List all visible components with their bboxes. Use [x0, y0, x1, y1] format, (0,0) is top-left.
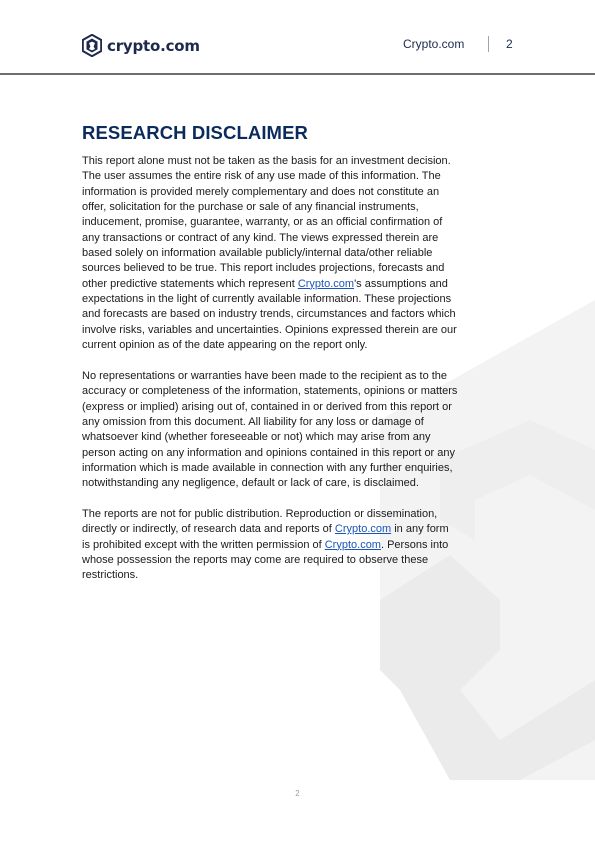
- text-segment: 's assumptions and: [354, 277, 448, 290]
- text-segment: in any form: [391, 523, 449, 536]
- text-line: person acting on any information and opinions contained in this report or any: [82, 446, 456, 459]
- crypto-com-link[interactable]: Crypto.com: [334, 523, 392, 536]
- text-line: and forecasts are based on industry trends, circumstances and factors which: [82, 308, 456, 321]
- text-segment: . Persons into: [380, 538, 449, 551]
- disclaimer-body: [82, 154, 506, 599]
- text-line: involve risks, variables and uncertainties. Opinions expressed therein are our: [82, 323, 457, 336]
- footer-page-number: 2: [295, 789, 300, 798]
- crypto-com-link[interactable]: Crypto.com: [324, 538, 381, 551]
- text-line: expectations in the light of currently available information. These projections: [82, 293, 452, 306]
- text-line: The user assumes the entire risk of any use made of this information. The: [82, 170, 441, 183]
- header-site-label: Crypto.com: [403, 37, 465, 51]
- page-header: [0, 0, 595, 74]
- text-line: [82, 538, 506, 553]
- text-line: inducement, promise, guarantee, warranty, or as an official confirmation of: [82, 216, 443, 229]
- header-page-number: 2: [506, 37, 513, 51]
- text-line: any omission from this document. All liability for any loss or damage of: [82, 415, 424, 428]
- text-line: current opinion as of the date appearing on the report only.: [82, 339, 368, 352]
- text-line: notwithstanding any negligence, default or lack of care, is disclaimed.: [82, 477, 419, 490]
- text-line: whose possession the reports may come are required to observe these: [82, 554, 429, 567]
- text-line: whatsoever kind (whether foreseeable or not) which may arise from any: [82, 431, 431, 444]
- disclaimer-paragraph: [82, 507, 506, 584]
- text-line: offer, solicitation for the purchase or sale of any financial instruments,: [82, 201, 419, 214]
- text-segment: is prohibited except with the written permission of: [82, 538, 325, 551]
- text-line: This report alone must not be taken as the basis for an investment decision.: [82, 155, 451, 167]
- text-line: [82, 277, 506, 292]
- disclaimer-paragraph: [82, 369, 506, 492]
- text-line: [82, 522, 506, 537]
- text-line: information which is made available in connection with any further enquiries,: [82, 461, 453, 474]
- header-rule: [0, 73, 595, 75]
- page-title: RESEARCH DISCLAIMER: [82, 122, 308, 143]
- crypto-com-link[interactable]: Crypto.com: [297, 277, 355, 290]
- text-line: (express or implied) arising out of, contained in or derived from this report or: [82, 400, 452, 413]
- text-line: any transactions or contract of any kind. The views expressed therein are: [82, 231, 439, 244]
- logo-wordmark: crypto.com: [107, 36, 200, 55]
- text-line: restrictions.: [82, 569, 139, 582]
- text-line: No representations or warranties have been made to the recipient as to the: [82, 369, 448, 382]
- text-segment: other predictive statements which represent: [82, 277, 298, 290]
- text-line: The reports are not for public distribution. Reproduction or dissemination,: [82, 508, 438, 520]
- text-line: based solely on information available publicly/internal data/other reliable: [82, 247, 433, 260]
- text-line: sources believed to be true. This report includes projections, forecasts and: [82, 262, 445, 275]
- text-line: accuracy or completeness of the information, statements, opinions or matters: [82, 385, 458, 398]
- text-segment: directly or indirectly, of research data and reports of: [82, 523, 335, 536]
- header-divider: [488, 36, 489, 52]
- text-line: information is provided merely complementary and does not constitute an: [82, 185, 440, 198]
- disclaimer-paragraph: [82, 154, 506, 353]
- crypto-com-lion-shield-icon: [82, 34, 102, 57]
- crypto-com-logo[interactable]: [82, 34, 200, 57]
